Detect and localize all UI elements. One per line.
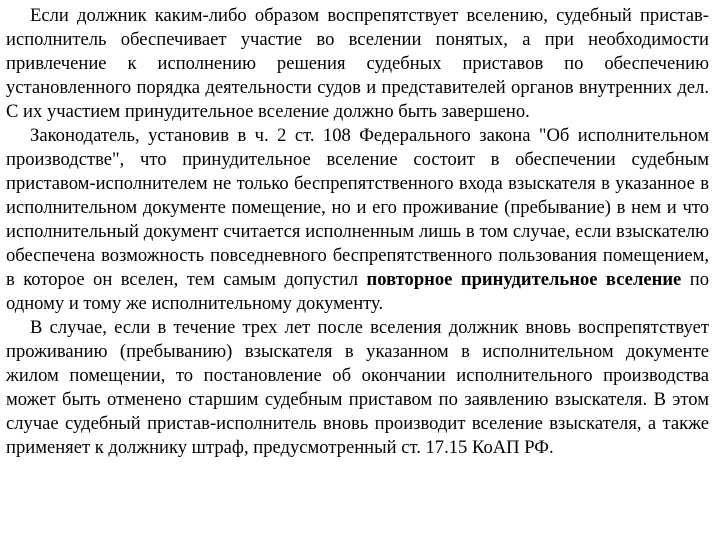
paragraph-text-before: Законодатель, установив в ч. 2 ст. 108 Федерального закона "Об исполнительном производстве", что принудительное вселение состоит в обеспечении судебным приставом-исполнителем не только беспрепятственного входа взыскателя в указанное в исполнительном документе помещение, но и его проживание (пребывание) в нем и что исполнительный документ считается исполненным лишь в том случае, если взыскателю обеспечена возможность повседневного беспрепятственного пользования помещением, в которое он вселен, тем самым допустил — [6, 125, 709, 290]
paragraph-legislator-position — [6, 124, 709, 316]
emphasized-term: повторное принудительное вселение — [366, 269, 682, 290]
paragraph-forced-entry-obstruction: Если должник каким-либо образом воспрепятствует вселению, судебный пристав-исполнитель обеспечивает участие во вселении понятых, а при необходимости привлечение к исполнению решения судебных приставов по обеспечению установленного порядка деятельности судов и представителей органов внутренних дел. С их участием принудительное вселение должно быть завершено. — [6, 5, 709, 122]
paragraph-text-after: по одному и тому же исполнительному документу. — [6, 269, 709, 314]
document-body — [6, 4, 709, 460]
paragraph-repeated-obstruction: В случае, если в течение трех лет после вселения должник вновь воспрепятствует проживанию (пребыванию) взыскателя в указанном в исполнительном документе жилом помещении, то постановление об окончании исполнительного производства может быть отменено старшим судебным приставом по заявлению взыскателя. В этом случае судебный пристав-исполнитель вновь производит вселение взыскателя, а также применяет к должнику штраф, предусмотренный ст. 17.15 КоАП РФ. — [6, 317, 709, 458]
